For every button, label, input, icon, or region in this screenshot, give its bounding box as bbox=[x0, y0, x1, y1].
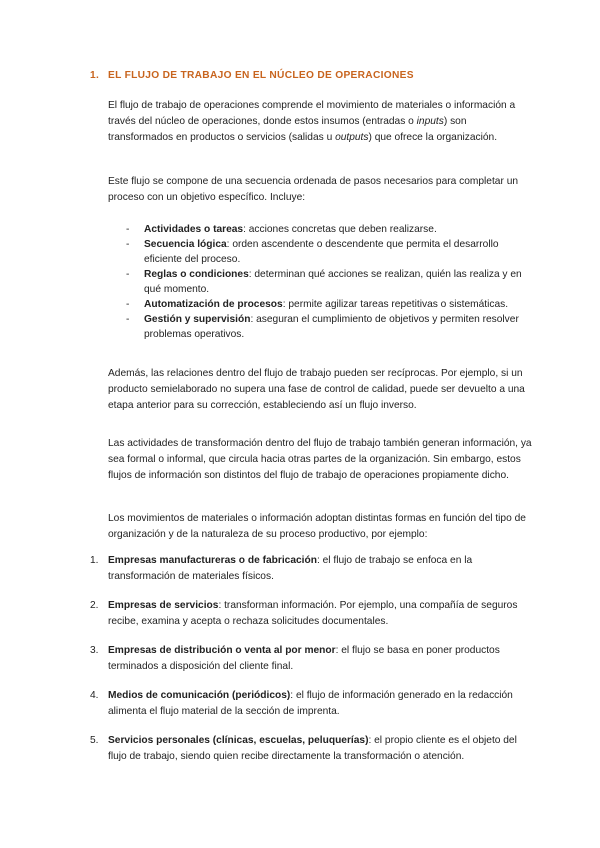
list-item bbox=[90, 688, 530, 720]
section-number: 1. bbox=[90, 70, 100, 81]
list-item bbox=[90, 643, 530, 675]
bullet-dash: - bbox=[126, 314, 130, 325]
paragraph-intro-part-c: ) que ofrece la organización. bbox=[368, 132, 498, 143]
list-item-text: : aseguran el cumplimiento de objetivos y permiten resolver problemas operativos. bbox=[144, 314, 519, 340]
list-item-term: Gestión y supervisión bbox=[144, 314, 251, 325]
list-number: 3. bbox=[90, 645, 99, 656]
section-heading bbox=[90, 70, 414, 81]
list-item-term: Secuencia lógica bbox=[144, 239, 227, 250]
list-item-text: : orden ascendente o descendente que permita el desarrollo eficiente del proceso. bbox=[144, 239, 499, 265]
list-item bbox=[108, 312, 528, 342]
section-title: EL FLUJO DE TRABAJO EN EL NÚCLEO DE OPERACIONES bbox=[108, 70, 414, 81]
paragraph-intro bbox=[108, 98, 533, 146]
list-number: 2. bbox=[90, 600, 99, 611]
list-item-text: : permite agilizar tareas repetitivas o sistemáticas. bbox=[282, 299, 509, 310]
list-item-text: : el propio cliente es el objeto del flujo de trabajo, siendo quien recibe directamente la transformación o atención. bbox=[108, 735, 517, 762]
list-item-term: Actividades o tareas bbox=[144, 224, 244, 235]
bullet-dash: - bbox=[126, 224, 130, 235]
term-outputs: outputs bbox=[335, 132, 369, 143]
list-item-term: Empresas de servicios bbox=[108, 600, 219, 611]
list-item-term: Servicios personales (clínicas, escuelas, peluquerías) bbox=[108, 735, 369, 746]
list-item bbox=[90, 733, 530, 765]
list-item-text: : el flujo se basa en poner productos terminados a disposición del cliente final. bbox=[108, 645, 500, 672]
bullet-dash: - bbox=[126, 239, 130, 250]
list-item-text: : el flujo de trabajo se enfoca en la transformación de materiales físicos. bbox=[108, 555, 473, 582]
term-inputs: inputs bbox=[416, 116, 444, 127]
paragraph-information: Las actividades de transformación dentro del flujo de trabajo también generan información, ya sea formal o informal, que circula hacia otras partes de la organización. Sin embargo, estos flujos de información son distintos del flujo de trabajo de operaciones propiamente dicho. bbox=[108, 438, 532, 481]
paragraph-reciprocal: Además, las relaciones dentro del flujo de trabajo pueden ser recíprocas. Por ejemplo, si un producto semielaborado no supera una fase de control de calidad, puede ser devuelto a una etapa anterior para su corrección, estableciendo así un flujo inverso. bbox=[108, 368, 525, 411]
list-item bbox=[108, 237, 528, 267]
examples-list bbox=[90, 553, 530, 778]
paragraph-intro-part-b: ) son transformados en productos o servicios (salidas u bbox=[108, 116, 467, 143]
paragraph-intro-part-a: El flujo de trabajo de operaciones comprende el movimiento de materiales o información a través del núcleo de operaciones, donde estos insumos (entradas o bbox=[108, 100, 516, 127]
list-number: 5. bbox=[90, 735, 99, 746]
bullet-dash: - bbox=[126, 299, 130, 310]
list-item-text: : el flujo de información generado en la redacción alimenta el flujo material de la sección de imprenta. bbox=[108, 690, 513, 717]
list-item-text: : acciones concretas que deben realizarse. bbox=[243, 224, 437, 235]
list-item bbox=[108, 267, 528, 297]
list-item-term: Automatización de procesos bbox=[144, 299, 283, 310]
list-number: 4. bbox=[90, 690, 99, 701]
bullet-dash: - bbox=[126, 269, 130, 280]
paragraph-components: Este flujo se compone de una secuencia ordenada de pasos necesarios para completar un proceso con un objetivo específico. Incluye: bbox=[108, 176, 519, 203]
list-item-term: Empresas de distribución o venta al por menor bbox=[108, 645, 336, 656]
list-item-term: Empresas manufactureras o de fabricación bbox=[108, 555, 317, 566]
list-item bbox=[90, 553, 530, 585]
list-number: 1. bbox=[90, 555, 99, 566]
list-item-text: : determinan qué acciones se realizan, quién las realiza y en qué momento. bbox=[144, 269, 522, 295]
list-item bbox=[108, 222, 528, 237]
list-item-term: Medios de comunicación (periódicos) bbox=[108, 690, 291, 701]
paragraph-forms: Los movimientos de materiales o información adoptan distintas formas en función del tipo de organización y de la naturaleza de su proceso productivo, por ejemplo: bbox=[108, 513, 526, 540]
list-item-text: : transforman información. Por ejemplo, una compañía de seguros recibe, examina y acepta o rechaza solicitudes documentales. bbox=[108, 600, 518, 627]
list-item bbox=[90, 598, 530, 630]
components-list bbox=[108, 222, 528, 342]
list-item bbox=[108, 297, 528, 312]
list-item-term: Reglas o condiciones bbox=[144, 269, 249, 280]
